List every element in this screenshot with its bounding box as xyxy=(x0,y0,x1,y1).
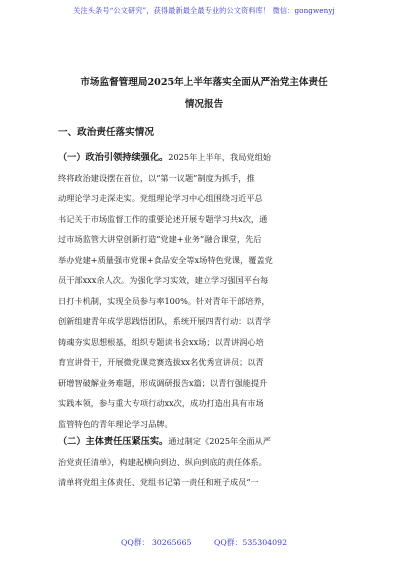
paragraph-line xyxy=(58,147,354,168)
qq-group-2: QQ群：535304092 xyxy=(214,538,288,547)
contact-footer xyxy=(0,537,408,548)
paragraph-line: 创新组建青年成学思践悟团队，系统开展四青行动：以青学 xyxy=(58,316,271,326)
paragraph-line: 举办党建+质量强市党课+食品安全等x场特色党课，覆盖党 xyxy=(58,254,273,265)
paragraph-line: 铸魂夯实思想根基，组织专题读书会xx场；以青讲润心培 xyxy=(58,336,264,347)
paragraph-line: 员干部xxx余人次。为强化学习实效，建立学习强国平台每 xyxy=(58,275,269,285)
paragraph-line: 日打卡机制，实现全员参与率100%。针对青年干部培养， xyxy=(58,295,270,306)
section-heading: 一、政治责任落实情况 xyxy=(58,127,154,138)
paragraph-line: 终将政治建设摆在首位，以“第一议题”制度为抓手，推 xyxy=(58,172,255,183)
paragraph-line: 实践本领，参与重大专项行动xx次，成功打造出具有市场 xyxy=(58,398,264,408)
paragraph-line: 育宣讲骨干，开展微党课竞赛选拔xx名优秀宣讲员；以青 xyxy=(58,357,264,367)
paragraph-line-text: 通过制定《2025年全面从严 xyxy=(168,436,271,446)
paragraph-line: 治党责任清单》，构建起横向到边、纵向到底的责任体系。 xyxy=(58,456,267,467)
qq-group-1: QQ群： 30265665 xyxy=(120,538,192,547)
paragraph-lead: （二）主体责任压紧压实。 xyxy=(58,436,169,447)
paragraph-line: 清单将党组主体责任、党组书记第一责任和班子成员“一 xyxy=(58,477,259,487)
paragraph-line: 监管特色的青年理论学习品牌。 xyxy=(58,418,173,429)
paragraph-responsibility xyxy=(58,431,354,493)
paragraph-line: 研增智破解业务难题，形成调研报告x篇；以青行强能提升 xyxy=(58,377,268,388)
paragraph-line-text: 2025年上半年，我局党组始 xyxy=(168,152,271,162)
paragraph-political-guidance xyxy=(58,147,354,434)
paragraph-line: 书记关于市场监督工作的重要论述开展专题学习共x次，通 xyxy=(58,213,268,224)
paragraph-lead: （一）政治引领持续强化。 xyxy=(58,152,169,163)
promo-header: 关注头条号“公文研究”，获得最新最全最专业的公文资料库！ 微信：gongwenyj xyxy=(73,6,335,15)
paragraph-line xyxy=(58,431,354,452)
paragraph-line: 过市场监管大讲堂创新打造“党建+业务”融合课堂，先后 xyxy=(58,234,262,244)
paragraph-line: 动理论学习走深走实。党组理论学习中心组围绕习近平总 xyxy=(58,193,263,203)
document-title-line-1: 市场监督管理局2025年上半年落实全面从严治党主体责任 xyxy=(80,77,328,88)
document-title-line-2: 情况报告 xyxy=(184,99,224,110)
